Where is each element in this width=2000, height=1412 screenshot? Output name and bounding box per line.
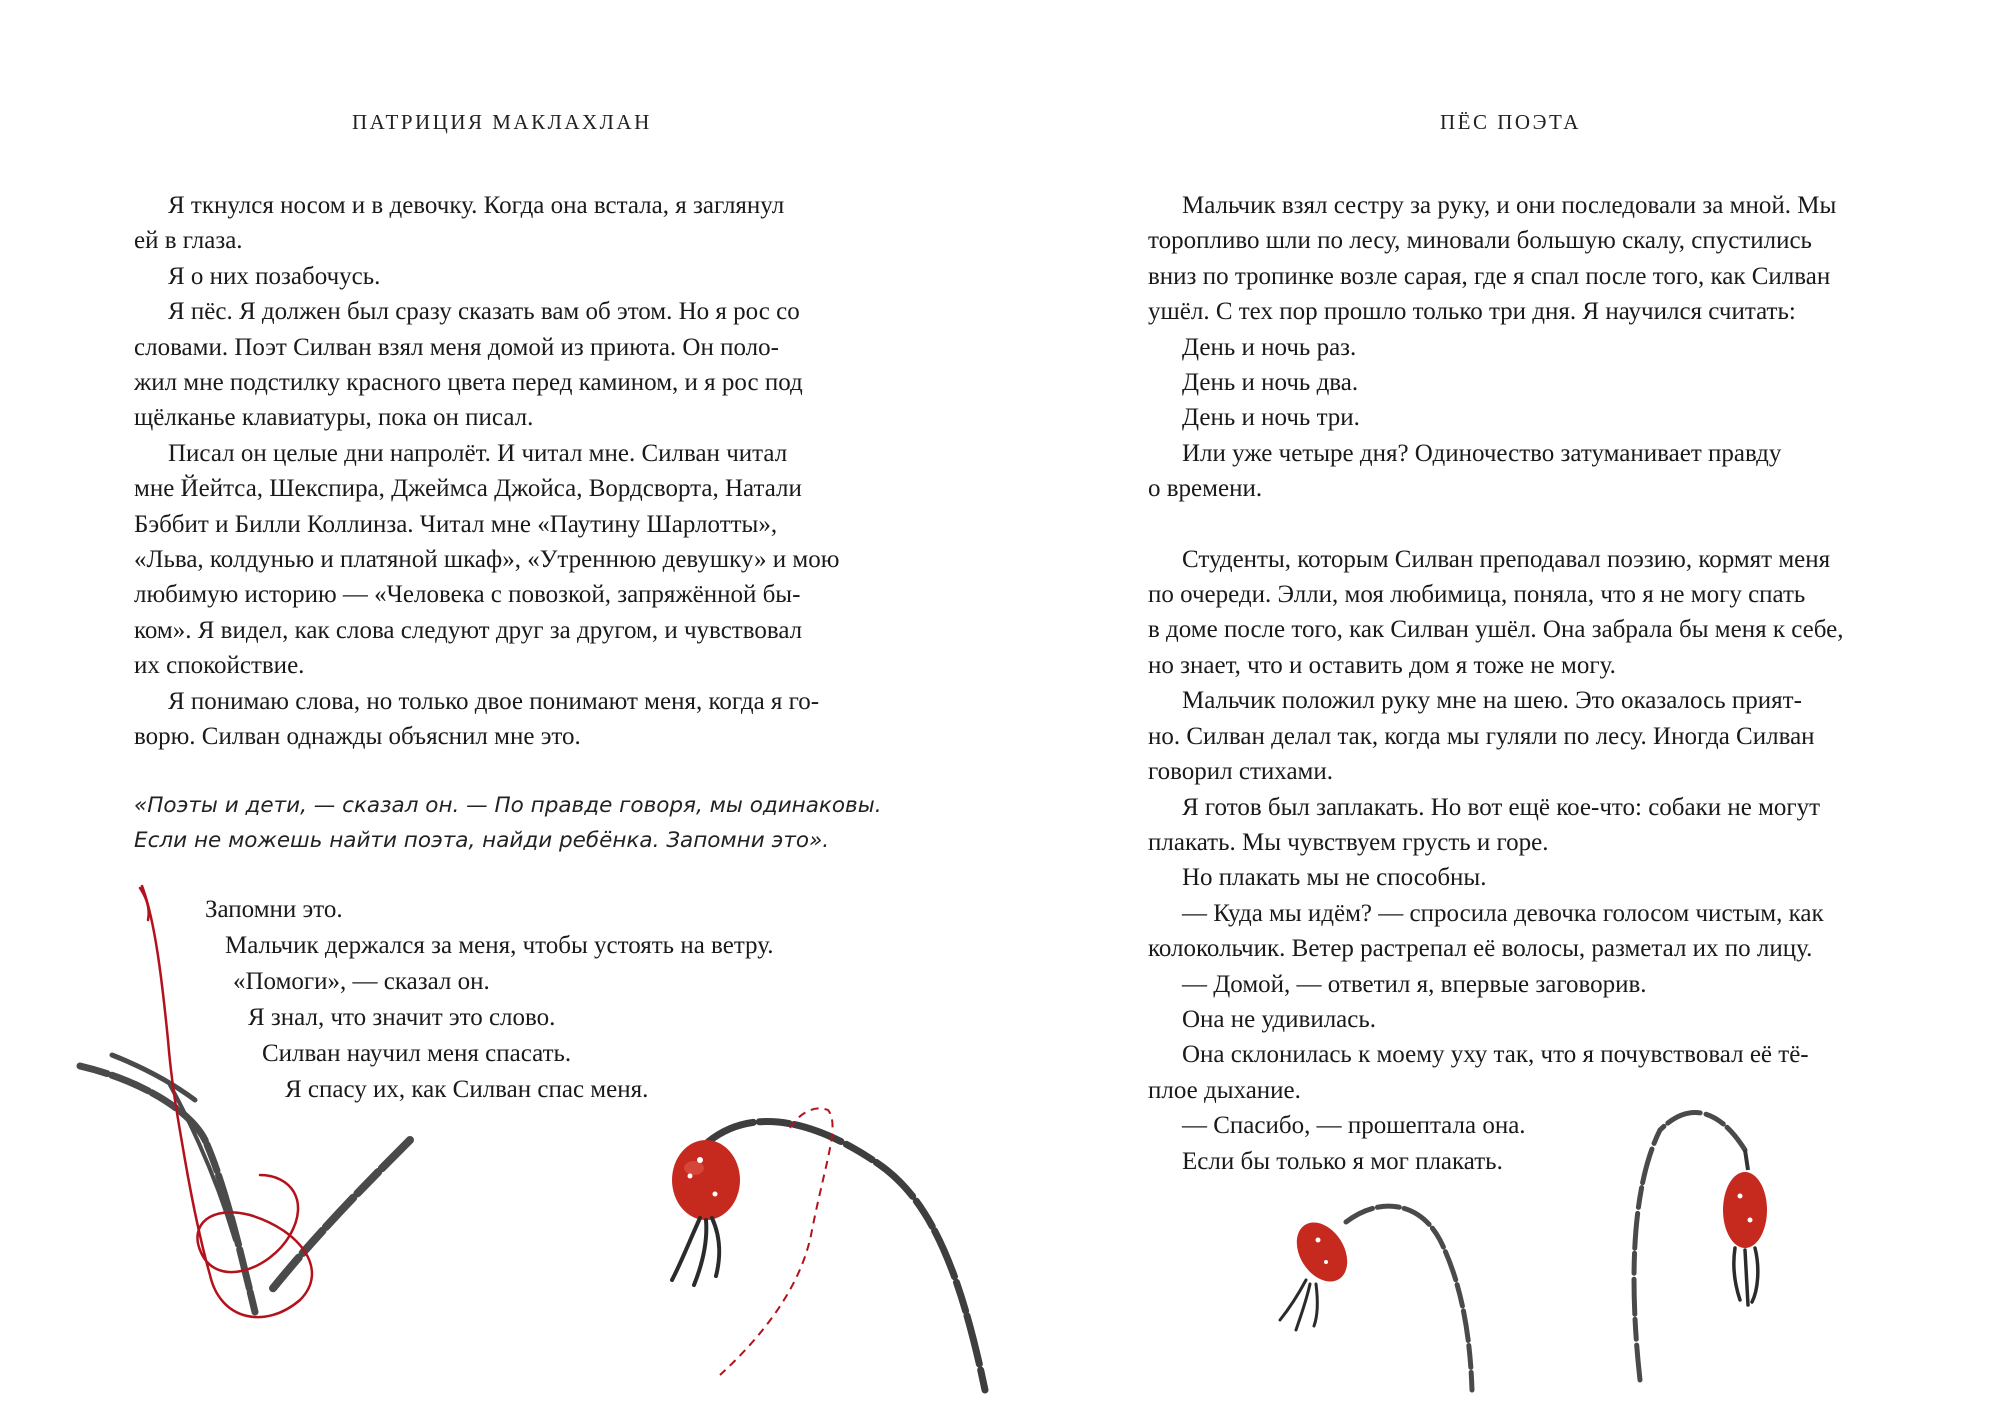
paragraph-line: Студенты, которым Силван преподавал поэзию, кормят меня (1182, 545, 1831, 573)
paragraph-line: Мальчик взял сестру за руку, и они последовали за мной. Мы (1182, 192, 1837, 219)
paragraph-line: — Спасибо, — прошептала она. (1182, 1112, 1526, 1140)
paragraph-line: в доме после того, как Силван ушёл. Она забрала бы меня к себе, (1148, 616, 1844, 644)
right-rosehip-illustration-tall (1634, 1113, 1767, 1380)
paragraph-line: — Куда мы идём? — спросила девочка голосом чистым, как (1182, 899, 1824, 927)
paragraph-line: плое дыхание. (1148, 1076, 1301, 1104)
paragraph-line: Она склонилась к моему уху так, что я почувствовал её тё- (1182, 1041, 1809, 1069)
paragraph-line: Я понимаю слова, но только двое понимают меня, когда я го- (168, 687, 820, 715)
paragraph-line: День и ночь два. (1182, 369, 1359, 397)
paragraph-line: словами. Поэт Силван взял меня домой из приюта. Он поло- (134, 333, 779, 361)
paragraph-line: «Льва, колдунью и платяной шкаф», «Утреннюю девушку» и мою (134, 546, 840, 574)
stair-line: Запомни это. (205, 896, 343, 923)
paragraph-line: но знает, что и оставить дом я тоже не могу. (1148, 651, 1616, 679)
paragraph-line: Бэббит и Билли Коллинза. Читал мне «Паутину Шарлотты», (134, 510, 778, 538)
paragraph-line: Если бы только я мог плакать. (1182, 1147, 1503, 1175)
running-head-title: ПЁС ПОЭТА (1440, 110, 1581, 134)
paragraph-line: плакать. Мы чувствуем грусть и горе. (1148, 828, 1549, 856)
paragraph-line: но. Силван делал так, когда мы гуляли по лесу. Иногда Силван (1148, 722, 1815, 750)
bare-branch-illustration (80, 1055, 410, 1312)
paragraph-line: колокольчик. Ветер растрепал её волосы, разметал их по лицу. (1148, 935, 1813, 963)
paragraph-line: Я пёс. Я должен был сразу сказать вам об этом. Но я рос со (168, 298, 800, 326)
stair-line: Силван научил меня спасать. (262, 1040, 572, 1067)
stair-line: Я спасу их, как Силван спас меня. (285, 1076, 649, 1103)
paragraph-line: ушёл. С тех пор прошло только три дня. Я научился считать: (1148, 298, 1796, 326)
hanging-rosehip-illustration (672, 1108, 985, 1390)
stair-line: Я знал, что значит это слово. (248, 1004, 556, 1031)
paragraph-line: вниз по тропинке возле сарая, где я спал после того, как Силван (1148, 262, 1831, 290)
running-head-author: ПАТРИЦИЯ МАКЛАХЛАН (352, 110, 652, 134)
paragraph-line: мне Йейтса, Шекспира, Джеймса Джойса, Вордсворта, Натали (134, 475, 802, 503)
right-rosehip-illustration-small (1280, 1206, 1472, 1390)
paragraph-line: жил мне подстилку красного цвета перед камином, и я рос под (134, 369, 803, 397)
quote-line: Если не можешь найти поэта, найди ребёнка. Запомни это». (134, 828, 830, 853)
paragraph-line: Она не удивилась. (1182, 1005, 1377, 1033)
paragraph-line: Или уже четыре дня? Одиночество затуманивает правду (1182, 439, 1782, 467)
quote-line: «Поэты и дети, — сказал он. — По правде говоря, мы одинаковы. (134, 793, 882, 818)
paragraph-line: по очереди. Элли, моя любимица, поняла, что я не могу спать (1148, 581, 1806, 609)
stair-line: «Помоги», — сказал он. (233, 968, 490, 995)
stair-line: Мальчик держался за меня, чтобы устоять на ветру. (225, 932, 774, 959)
paragraph-line: торопливо шли по лесу, миновали большую скалу, спустились (1148, 227, 1812, 255)
paragraph-line: — Домой, — ответил я, впервые заговорив. (1182, 970, 1647, 998)
paragraph-line: говорил стихами. (1148, 758, 1333, 786)
paragraph-line: любимую историю — «Человека с повозкой, запряжённой бы- (134, 581, 801, 609)
paragraph-line: Я о них позабочусь. (168, 262, 381, 290)
paragraph-line: Я готов был заплакать. Но вот ещё кое-что: собаки не могут (1182, 793, 1821, 821)
paragraph-line: ворю. Силван однажды объяснил мне это. (134, 723, 581, 751)
paragraph-line: Я ткнулся носом и в девочку. Когда она встала, я заглянул (168, 192, 785, 219)
paragraph-line: о времени. (1148, 475, 1263, 503)
paragraph-line: День и ночь раз. (1182, 333, 1357, 361)
paragraph-line: Но плакать мы не способны. (1182, 864, 1487, 892)
paragraph-line: День и ночь три. (1182, 404, 1360, 432)
paragraph-line: ком». Я видел, как слова следуют друг за другом, и чувствовал (134, 616, 803, 644)
paragraph-line: щёлканье клавиатуры, пока он писал. (134, 404, 534, 432)
paragraph-line: их спокойствие. (134, 652, 305, 680)
paragraph-line: Писал он целые дни напролёт. И читал мне. Силван читал (168, 439, 788, 467)
paragraph-line: ей в глаза. (134, 227, 243, 255)
paragraph-line: Мальчик положил руку мне на шею. Это оказалось прият- (1182, 687, 1802, 715)
